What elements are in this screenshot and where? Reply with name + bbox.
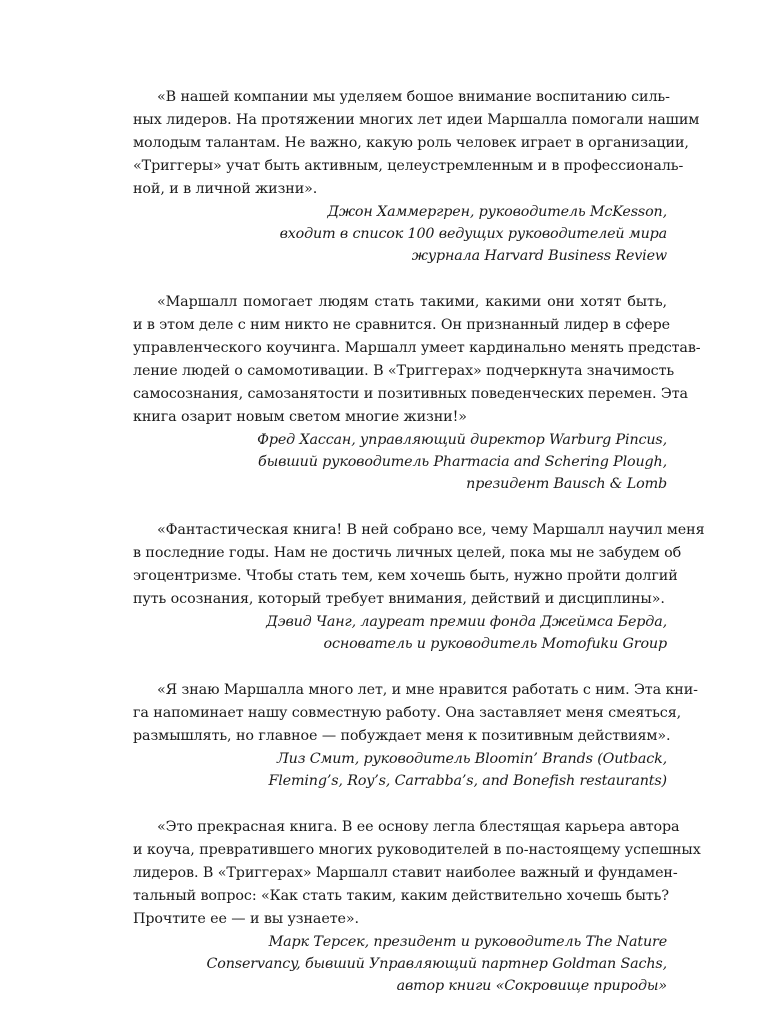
- testimonial-attribution: [133, 429, 667, 495]
- testimonial: [133, 519, 705, 655]
- quote-line: в последние годы. Нам не достичь личных целей, пока мы не забудем об: [133, 545, 682, 561]
- testimonial-quote: [133, 86, 700, 201]
- attribution-line: Дэвид Чанг, лауреат премии фонда Джеймса Берда,: [266, 614, 667, 630]
- quote-line: ных лидеров. На протяжении многих лет идеи Маршалла помогали нашим: [133, 112, 700, 128]
- quote-line: и коуча, превратившего многих руководителей в по-настоящему успешных: [133, 842, 701, 858]
- testimonial-attribution: [133, 201, 667, 267]
- attribution-line: Марк Терсек, президент и руководитель The Nature: [268, 934, 667, 950]
- testimonial-attribution: [133, 931, 667, 997]
- quote-line: путь осознания, который требует внимания, действий и дисциплины».: [133, 591, 665, 607]
- attribution-line: журнала Harvard Business Review: [411, 248, 667, 264]
- attribution-line: Лиз Смит, руководитель Bloomin’ Brands (Outback,: [276, 751, 667, 767]
- testimonial-quote: [133, 816, 701, 931]
- quote-line: га напоминает нашу совместную работу. Она заставляет меня смеяться,: [133, 705, 682, 721]
- testimonial: [133, 291, 701, 495]
- attribution-line: Джон Хаммергрен, руководитель McKesson,: [327, 204, 667, 220]
- testimonial-attribution: [133, 611, 667, 655]
- attribution-line: основатель и руководитель Momofuku Group: [323, 636, 667, 652]
- quote-line: ной, и в личной жизни».: [133, 181, 318, 197]
- testimonial-attribution: [133, 748, 667, 792]
- quote-line: эгоцентризме. Чтобы стать тем, кем хочешь быть, нужно пройти долгий: [133, 568, 678, 584]
- testimonial-quote: [133, 679, 698, 748]
- quote-line: «Я знаю Маршалла много лет, и мне нравится работать с ним. Эта кни-: [157, 682, 698, 698]
- attribution-line: Fleming’s, Roy’s, Carrabba’s, and Bonefish restaurants): [268, 773, 667, 789]
- attribution-line: входит в список 100 ведущих руководителей мира: [279, 226, 667, 242]
- testimonial-quote: [133, 291, 701, 429]
- attribution-line: Conservancy, бывший Управляющий партнер Goldman Sachs,: [206, 956, 667, 972]
- attribution-line: автор книги «Сокровище природы»: [396, 978, 667, 994]
- quote-line: и в этом деле с ним никто не сравнится. Он признанный лидер в сфере: [133, 317, 670, 333]
- quote-line: размышлять, но главное — побуждает меня к позитивным действиям».: [133, 728, 671, 744]
- attribution-line: президент Bausch & Lomb: [466, 476, 667, 492]
- quote-line: управленческого коучинга. Маршалл умеет кардинально менять представ-: [133, 340, 701, 356]
- quote-line: ление людей о самомотивации. В «Триггерах» подчеркнута значимость: [133, 363, 675, 379]
- quote-line: «Триггеры» учат быть активным, целеустремленным и в профессиональ-: [133, 158, 684, 174]
- testimonial: [133, 816, 701, 997]
- quote-line: Прочтите ее — и вы узнаете».: [133, 911, 359, 927]
- quote-line: книга озарит новым светом многие жизни!»: [133, 409, 467, 425]
- quote-line: «Маршалл помогает людям стать такими, какими они хотят быть,: [157, 294, 667, 310]
- testimonial-quote: [133, 519, 705, 611]
- quote-line: «Это прекрасная книга. В ее основу легла блестящая карьера автора: [157, 819, 680, 835]
- attribution-line: Фред Хассан, управляющий директор Warburg Pincus,: [257, 432, 667, 448]
- testimonial: [133, 679, 698, 792]
- quote-line: молодым талантам. Не важно, какую роль человек играет в организации,: [133, 135, 689, 151]
- quote-line: тальный вопрос: «Как стать таким, каким действительно хочешь быть?: [133, 888, 669, 904]
- quote-line: самосознания, самозанятости и позитивных поведенческих перемен. Эта: [133, 386, 688, 402]
- attribution-line: бывший руководитель Pharmacia and Schering Plough,: [258, 454, 667, 470]
- quote-line: лидеров. В «Триггерах» Маршалл ставит наиболее важный и фундамен-: [133, 865, 678, 881]
- book-page: [133, 86, 705, 1021]
- quote-line: «Фантастическая книга! В ней собрано все, чему Маршалл научил меня: [157, 522, 705, 538]
- testimonial: [133, 86, 700, 267]
- quote-line: «В нашей компании мы уделяем бошое внимание воспитанию силь-: [157, 89, 670, 105]
